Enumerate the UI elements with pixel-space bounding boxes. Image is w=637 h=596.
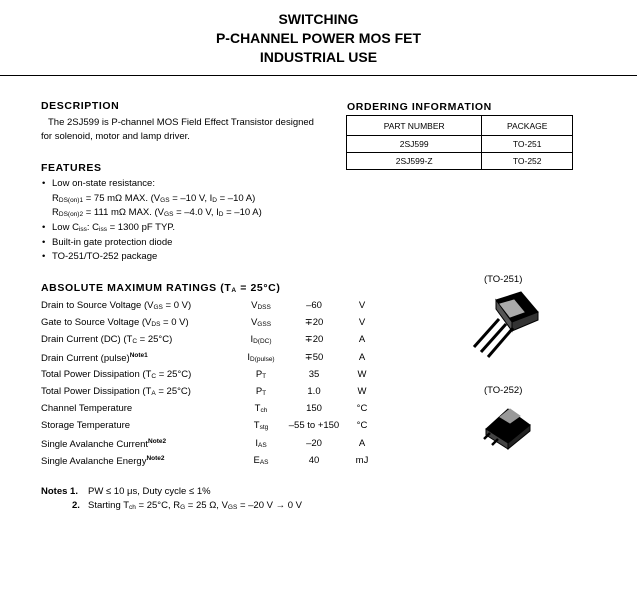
rating-parameter: Channel Temperature: [41, 403, 133, 414]
rds1-text-end: = –10 A): [216, 193, 256, 204]
rating-symbol: $P_T$: [255, 369, 267, 380]
ordering-table: [346, 115, 573, 170]
rating-symbol: $T_{ch}$: [254, 403, 268, 414]
rating-symbol: $T_{stg}$: [253, 420, 269, 431]
rating-value: 40: [308, 455, 320, 466]
rating-value: –20: [306, 438, 322, 449]
notes-label: Notes 1.: [41, 486, 78, 497]
rating-symbol: $V_{DSS}$: [251, 300, 271, 311]
rds1-id-sub: D: [212, 197, 217, 204]
ratings-heading-text: ABSOLUTE MAXIMUM RATINGS (T: [41, 282, 232, 294]
ordering-row: [347, 136, 573, 153]
title-line-2: P-CHANNEL POWER MOS FET: [215, 30, 422, 46]
note-2-text-end: = –20 V → 0 V: [237, 500, 303, 511]
rating-parameter: Single Avalanche Current$^{Note2}$: [41, 438, 167, 450]
rating-unit: V: [358, 300, 366, 311]
note-2-sub-2: G: [180, 504, 186, 511]
note-2-number: 2.: [72, 500, 80, 511]
note-2: [88, 500, 302, 511]
rating-symbol: $V_{GSS}$: [250, 317, 272, 328]
rating-symbol: $P_T$: [255, 386, 267, 397]
rating-symbol: $I_{D(DC)}$: [250, 334, 272, 345]
note-2-text-3: = 25 Ω, V: [185, 500, 228, 511]
rating-parameter: Storage Temperature: [41, 420, 131, 431]
rds2-vgs-sub: GS: [164, 211, 174, 218]
rating-value: 35: [308, 369, 320, 380]
ratings-heading: [41, 282, 280, 294]
rating-unit: A: [358, 334, 366, 345]
rds2-id-sub: D: [218, 211, 224, 218]
rating-unit: W: [357, 369, 367, 380]
ordering-part: 2SJ599: [347, 136, 482, 153]
ordering-col-part: PART NUMBER: [347, 116, 482, 136]
ordering-col-package: PACKAGE: [482, 116, 573, 136]
ordering-row: [347, 153, 573, 170]
note-2-text-2: = 25°C, R: [135, 500, 181, 511]
rating-parameter: Total Power Dissipation $(T_A = 25^\circ C)$: [41, 386, 191, 397]
ratings-heading-sub: A: [231, 287, 237, 294]
rds1-text-2: = –10 V, I: [169, 193, 213, 204]
rating-value: 1.0: [307, 386, 321, 397]
rating-parameter: Drain to Source Voltage ($V_{GS} = 0$ V): [41, 300, 192, 311]
ratings-heading-end: = 25°C): [236, 282, 281, 294]
rating-value: ∓50: [304, 352, 324, 363]
ordering-header-row: [347, 116, 573, 136]
rds1-sub: DS(on)1: [58, 197, 84, 204]
ordering-heading: ORDERING INFORMATION: [347, 101, 492, 113]
ciss-sub-2: iss: [99, 226, 107, 233]
rating-parameter: Total Power Dissipation $(T_C = 25^\circ C)$: [41, 369, 192, 380]
rating-unit: mJ: [355, 455, 369, 466]
feature-item: • Low on-state resistance:: [52, 178, 155, 189]
features-heading: FEATURES: [41, 162, 102, 174]
ordering-package: TO-251: [482, 136, 573, 153]
header-rule: [0, 75, 637, 76]
ciss-text-2: : C: [86, 222, 100, 233]
rating-symbol: $I_{D(pulse)}$: [247, 352, 275, 363]
rds2-text: = 111 mΩ MAX. (V: [83, 207, 165, 218]
rating-parameter: Drain Current (pulse)$^{Note1}$: [41, 352, 148, 364]
ciss-text-end: = 1300 pF TYP.: [106, 222, 176, 233]
package-label-to252: (TO-252): [484, 385, 523, 396]
rating-unit: V: [358, 317, 366, 328]
rating-unit: A: [358, 438, 366, 449]
rating-unit: A: [358, 352, 366, 363]
to252-package-icon: [478, 403, 538, 451]
rating-symbol: $I_{AS}$: [255, 438, 267, 449]
ciss-sub: iss: [78, 226, 87, 233]
rating-value: ∓20: [304, 334, 324, 345]
note-1: PW ≤ 10 μs, Duty cycle ≤ 1%: [88, 486, 211, 497]
rds2-sub: DS(on)2: [58, 211, 84, 218]
rating-parameter: Gate to Source Voltage ($V_{DS} = 0$ V): [41, 317, 189, 328]
description-line-2: for solenoid, motor and lamp driver.: [41, 131, 190, 142]
package-label-to251: (TO-251): [484, 274, 523, 285]
rating-value: –55 to +150: [288, 420, 340, 431]
to251-package-icon: [466, 290, 546, 365]
description-heading: DESCRIPTION: [41, 100, 120, 112]
rds1-vgs-sub: GS: [160, 197, 170, 204]
title-line-3: INDUSTRIAL USE: [259, 49, 378, 65]
ordering-package: TO-252: [482, 153, 573, 170]
feature-rds-on-1: [52, 193, 255, 204]
rating-unit: °C: [356, 420, 368, 431]
rating-value: ∓20: [304, 317, 324, 328]
rds1-text: = 75 mΩ MAX. (V: [83, 193, 161, 204]
rds2-text-end: = –10 A): [223, 207, 262, 218]
note-2-sub: ch: [129, 504, 136, 511]
title-line-1: SWITCHING: [278, 11, 359, 27]
rating-parameter: Drain Current (DC) $(T_C = 25^\circ C)$: [41, 334, 173, 345]
rating-value: –60: [306, 300, 322, 311]
feature-item: • Built-in gate protection diode: [52, 237, 172, 248]
rating-unit: °C: [356, 403, 368, 414]
description-line-1: The 2SJ599 is P-channel MOS Field Effect Transistor designed: [48, 117, 314, 128]
feature-item: • TO-251/TO-252 package: [52, 251, 157, 262]
note-2-text: Starting T: [88, 500, 130, 511]
ciss-text: Low C: [52, 222, 79, 233]
ordering-part: 2SJ599-Z: [347, 153, 482, 170]
feature-item: [52, 222, 175, 233]
rating-value: 150: [306, 403, 322, 414]
rds1-symbol: R: [52, 193, 59, 204]
rds2-symbol: R: [52, 207, 59, 218]
feature-rds-on-2: [52, 207, 262, 218]
rating-parameter: Single Avalanche Energy$^{Note2}$: [41, 455, 165, 467]
rds2-text-2: = –4.0 V, I: [173, 207, 219, 218]
note-2-sub-3: GS: [227, 504, 238, 511]
rating-unit: W: [357, 386, 367, 397]
rating-symbol: $E_{AS}$: [253, 455, 269, 466]
